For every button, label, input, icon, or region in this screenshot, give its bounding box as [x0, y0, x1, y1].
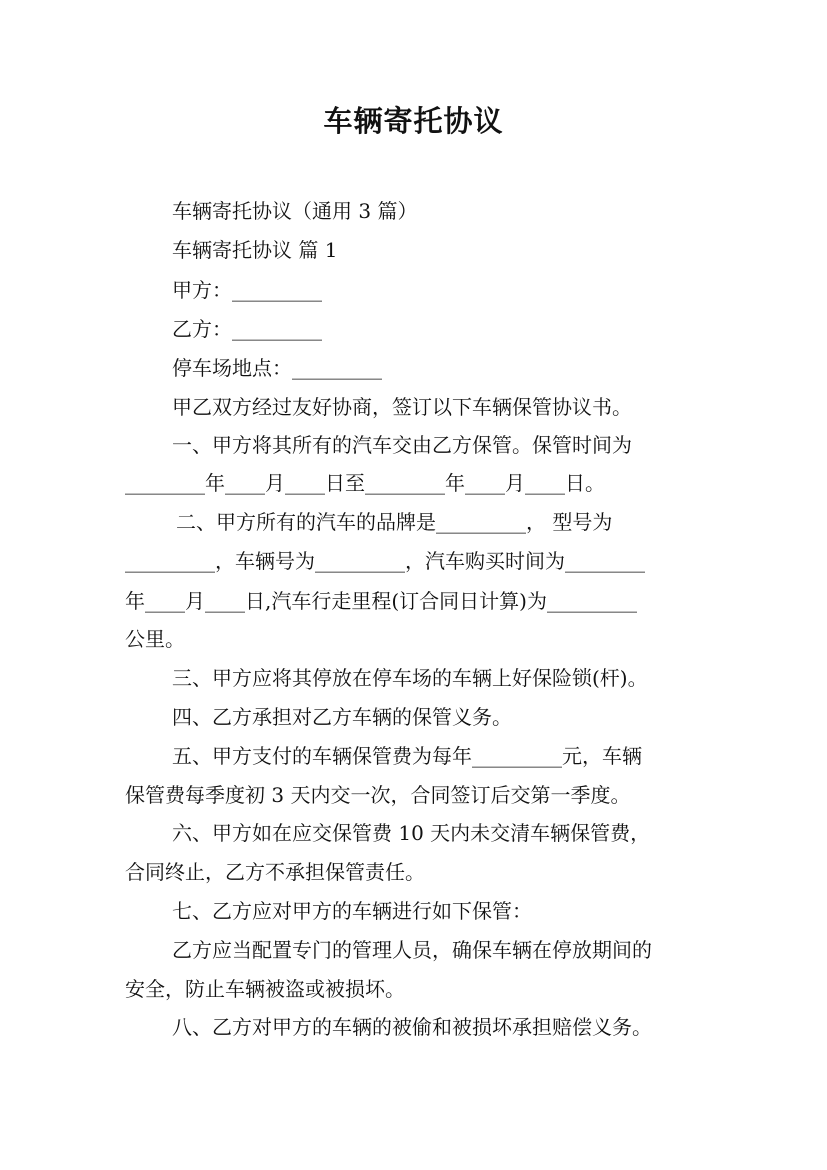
party-b-line: 乙方：_________	[172, 317, 322, 341]
clause-5-line-1: 五、甲方支付的车辆保管费为每年_________元，车辆	[172, 744, 642, 768]
clause-1-line-2: ________年____月____日至________年____月____日。	[125, 471, 605, 495]
clause-2-line-4: 公里。	[125, 627, 185, 651]
clause-6-line-2: 合同终止，乙方不承担保管责任。	[125, 860, 425, 884]
clause-3: 三、甲方应将其停放在停车场的车辆上好保险锁(杆)。	[172, 666, 648, 690]
clause-1-line-1: 一、甲方将其所有的汽车交由乙方保管。保管时间为	[172, 433, 632, 457]
clause-7: 七、乙方应对甲方的车辆进行如下保管：	[172, 899, 532, 923]
document-title: 车辆寄托协议	[323, 104, 504, 138]
clause-2-line-3: 年____月____日,汽车行走里程(订合同日计算)为_________	[125, 589, 637, 613]
clause-2-line-2: _________，车辆号为_________，汽车购买时间为________	[125, 549, 645, 573]
document-subtitle: 车辆寄托协议（通用 3 篇）	[172, 199, 418, 223]
section-heading: 车辆寄托协议 篇 1	[172, 238, 338, 262]
clause-4: 四、乙方承担对乙方车辆的保管义务。	[172, 705, 512, 729]
clause-6-line-1: 六、甲方如在应交保管费 10 天内未交清车辆保管费，	[172, 821, 651, 845]
clause-8: 八、乙方对甲方的车辆的被偷和被损坏承担赔偿义务。	[172, 1015, 652, 1039]
intro-paragraph: 甲乙双方经过友好协商，签订以下车辆保管协议书。	[172, 395, 632, 419]
clause-7-detail-line-1: 乙方应当配置专门的管理人员，确保车辆在停放期间的	[172, 938, 652, 962]
clause-5-line-2: 保管费每季度初 3 天内交一次，合同签订后交第一季度。	[125, 783, 631, 807]
parking-location-line: 停车场地点：_________	[172, 356, 382, 380]
clause-2-line-1: 二、甲方所有的汽车的品牌是_________， 型号为	[176, 510, 613, 534]
party-a-line: 甲方：_________	[172, 278, 322, 302]
clause-7-detail-line-2: 安全，防止车辆被盗或被损坏。	[125, 977, 405, 1001]
